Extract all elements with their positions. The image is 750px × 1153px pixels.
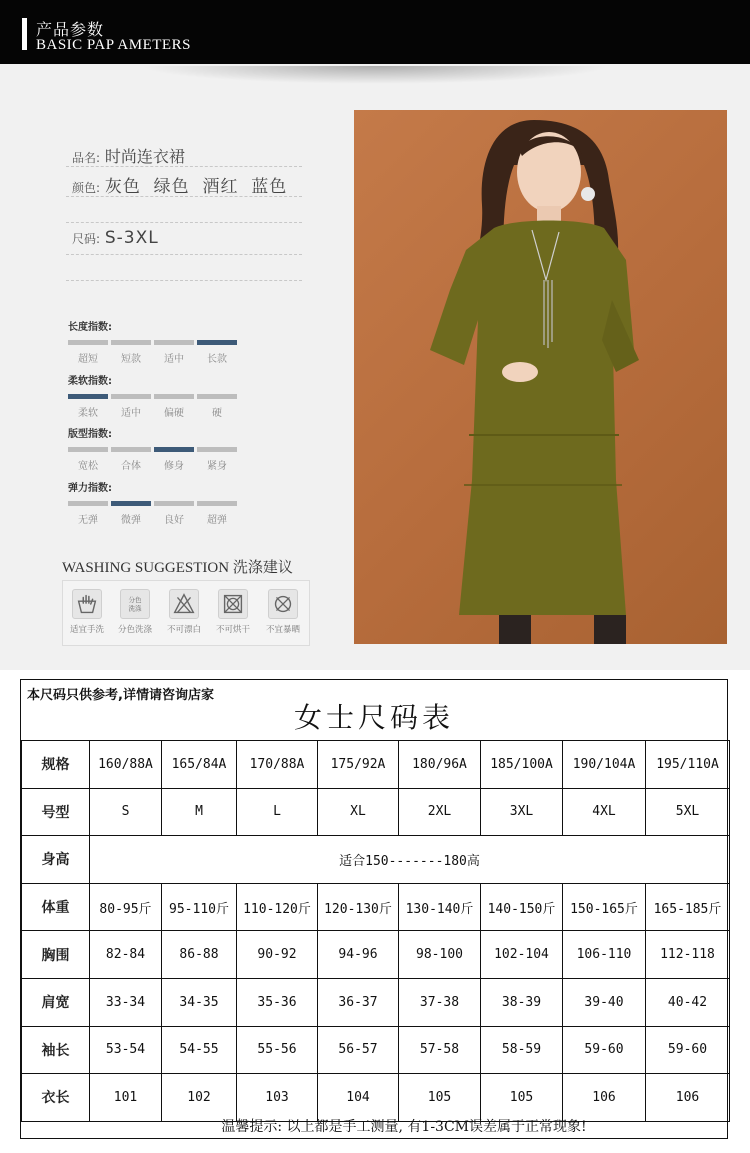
size-cell: 130-140斤 (399, 883, 481, 931)
size-cell: 195/110A (646, 741, 730, 789)
index-title: 弹力指数: (68, 483, 112, 494)
index-segment (154, 501, 194, 506)
size-cell: 106 (563, 1074, 646, 1122)
size-cell: 103 (237, 1074, 318, 1122)
index-label: 短款 (121, 354, 141, 365)
product-color-values: 灰色 绿色 酒红 蓝色 (104, 177, 288, 197)
size-chart-footer: 温馨提示: 以上都是手工测量, 有1-3CM误差属于正常现象! (221, 1119, 587, 1135)
size-cell: 90-92 (237, 931, 318, 979)
wash-label: 不可烘干 (215, 625, 250, 635)
size-cell: 95-110斤 (162, 883, 237, 931)
size-row (22, 1026, 730, 1074)
size-cell: XL (318, 788, 399, 836)
size-cell: 165-185斤 (646, 883, 730, 931)
size-cell: 3XL (481, 788, 563, 836)
size-row-label: 衣长 (22, 1074, 90, 1122)
index-label: 无弹 (78, 515, 98, 526)
index-label: 柔软 (78, 408, 98, 419)
size-cell: 105 (481, 1074, 563, 1122)
size-cell: 165/84A (162, 741, 237, 789)
size-row-label: 规格 (22, 741, 90, 789)
index-label: 超弹 (207, 515, 227, 526)
wash-label: 适宜手洗 (69, 625, 104, 635)
index-segment-active (68, 394, 108, 399)
size-cell: 54-55 (162, 1026, 237, 1074)
size-cell: 170/88A (237, 741, 318, 789)
size-cell: 57-58 (399, 1026, 481, 1074)
product-color-label: 颜色: (72, 181, 101, 195)
size-chart (20, 679, 728, 1139)
index-segment (197, 447, 237, 452)
index-segment (197, 501, 237, 506)
size-cell: 56-57 (318, 1026, 399, 1074)
wash-item (111, 589, 159, 635)
size-row (22, 788, 730, 836)
index-segment (68, 501, 108, 506)
wash-label: 不可漂白 (166, 625, 201, 635)
product-name-label: 品名: (72, 151, 101, 165)
no-bleach-icon (169, 589, 199, 619)
size-cell: 4XL (563, 788, 646, 836)
index-label: 偏硬 (164, 408, 184, 419)
index-label: 超短 (78, 354, 98, 365)
no-sun-dry-icon (268, 589, 298, 619)
size-cell: 150-165斤 (563, 883, 646, 931)
size-chart-note: 本尺码只供参考,详情请咨询店家 (27, 688, 214, 703)
index-labels (68, 457, 238, 471)
svg-text:洗涤: 洗涤 (128, 604, 142, 613)
product-size-value: S-3XL (104, 228, 159, 248)
divider (66, 166, 302, 167)
model-illustration (354, 110, 727, 644)
size-cell: 2XL (399, 788, 481, 836)
size-row (22, 741, 730, 789)
divider (66, 196, 302, 197)
size-row-label: 袖长 (22, 1026, 90, 1074)
divider (66, 280, 302, 281)
wash-item (209, 589, 257, 635)
product-color-row (72, 172, 287, 197)
divider (66, 254, 302, 255)
product-name-row (72, 144, 185, 167)
size-cell: S (90, 788, 162, 836)
size-cell: 38-39 (481, 978, 563, 1026)
index-segment (68, 340, 108, 345)
index-segment (111, 394, 151, 399)
size-row-label: 胸围 (22, 931, 90, 979)
size-row-label: 肩宽 (22, 978, 90, 1026)
size-cell: 40-42 (646, 978, 730, 1026)
index-scale-bar (68, 394, 238, 399)
no-tumble-dry-icon (218, 589, 248, 619)
index-title: 版型指数: (68, 429, 112, 440)
index-label: 合体 (121, 461, 141, 472)
size-cell: 106 (646, 1074, 730, 1122)
hand-wash-icon (72, 589, 102, 619)
svg-text:分色: 分色 (128, 596, 142, 605)
index-labels (68, 404, 238, 418)
size-row-label: 体重 (22, 883, 90, 931)
size-cell-merged: 适合150-------180高 (90, 836, 730, 884)
index-segment-active (154, 447, 194, 452)
index-label: 良好 (164, 515, 184, 526)
index-label: 修身 (164, 461, 184, 472)
product-name-value: 时尚连衣裙 (104, 147, 185, 166)
wash-item (259, 589, 307, 635)
size-cell: 58-59 (481, 1026, 563, 1074)
header-shadow (140, 66, 610, 84)
size-cell: 36-37 (318, 978, 399, 1026)
size-cell: M (162, 788, 237, 836)
size-row (22, 931, 730, 979)
index-segment (154, 340, 194, 345)
index-scale-bar (68, 340, 238, 345)
index-segment (111, 340, 151, 345)
header-band (0, 0, 750, 64)
size-cell: 80-95斤 (90, 883, 162, 931)
wash-item (160, 589, 208, 635)
index-segment (68, 447, 108, 452)
size-cell: 185/100A (481, 741, 563, 789)
index-scale-bar (68, 447, 238, 452)
index-segment (111, 447, 151, 452)
size-table (21, 740, 730, 1122)
size-cell: 102 (162, 1074, 237, 1122)
size-cell: 120-130斤 (318, 883, 399, 931)
size-cell: 82-84 (90, 931, 162, 979)
washing-icons-box (62, 580, 310, 646)
wash-label: 不宜暴晒 (265, 625, 300, 635)
size-cell: 53-54 (90, 1026, 162, 1074)
index-title: 柔软指数: (68, 376, 112, 387)
size-cell: 101 (90, 1074, 162, 1122)
washing-title: WASHING SUGGESTION 洗涤建议 (62, 560, 293, 576)
size-cell: 105 (399, 1074, 481, 1122)
index-scale-bar (68, 501, 238, 506)
index-segment-active (197, 340, 237, 345)
size-cell: 34-35 (162, 978, 237, 1026)
wash-label: 分色洗涤 (117, 625, 152, 635)
size-cell: 180/96A (399, 741, 481, 789)
index-label: 适中 (164, 354, 184, 365)
divider (66, 222, 302, 223)
size-cell: 140-150斤 (481, 883, 563, 931)
index-label: 长款 (207, 354, 227, 365)
index-segment-active (111, 501, 151, 506)
size-cell: 110-120斤 (237, 883, 318, 931)
size-cell: 59-60 (563, 1026, 646, 1074)
size-cell: 102-104 (481, 931, 563, 979)
size-cell: 37-38 (399, 978, 481, 1026)
size-cell: 112-118 (646, 931, 730, 979)
header-accent-bar (22, 18, 27, 50)
size-row-label: 号型 (22, 788, 90, 836)
size-cell: 94-96 (318, 931, 399, 979)
product-photo (354, 110, 727, 644)
size-row-label: 身高 (22, 836, 90, 884)
product-size-label: 尺码: (72, 232, 101, 246)
index-label: 宽松 (78, 461, 98, 472)
size-row (22, 883, 730, 931)
size-cell: 106-110 (563, 931, 646, 979)
index-labels (68, 350, 238, 364)
index-title: 长度指数: (68, 322, 112, 333)
index-label: 微弹 (121, 515, 141, 526)
size-cell: 190/104A (563, 741, 646, 789)
size-cell: 5XL (646, 788, 730, 836)
size-chart-title: 女士尺码表 (293, 701, 454, 734)
separate-color-wash-icon (120, 589, 150, 619)
size-cell: 33-34 (90, 978, 162, 1026)
size-row (22, 978, 730, 1026)
index-segment (154, 394, 194, 399)
size-cell: L (237, 788, 318, 836)
size-cell: 59-60 (646, 1026, 730, 1074)
size-cell: 55-56 (237, 1026, 318, 1074)
size-cell: 86-88 (162, 931, 237, 979)
size-row (22, 1074, 730, 1122)
size-cell: 35-36 (237, 978, 318, 1026)
size-cell: 39-40 (563, 978, 646, 1026)
header-title-cn: 产品参数 (36, 20, 105, 39)
wash-item (63, 589, 111, 635)
index-label: 硬 (212, 408, 222, 419)
size-cell: 104 (318, 1074, 399, 1122)
size-cell: 175/92A (318, 741, 399, 789)
size-cell: 160/88A (90, 741, 162, 789)
index-label: 适中 (121, 408, 141, 419)
index-segment (197, 394, 237, 399)
size-row (22, 836, 730, 884)
index-labels (68, 511, 238, 525)
header-title-en: BASIC PAP AMETERS (36, 37, 191, 53)
index-label: 紧身 (207, 461, 227, 472)
product-size-row (72, 228, 159, 248)
size-cell: 98-100 (399, 931, 481, 979)
